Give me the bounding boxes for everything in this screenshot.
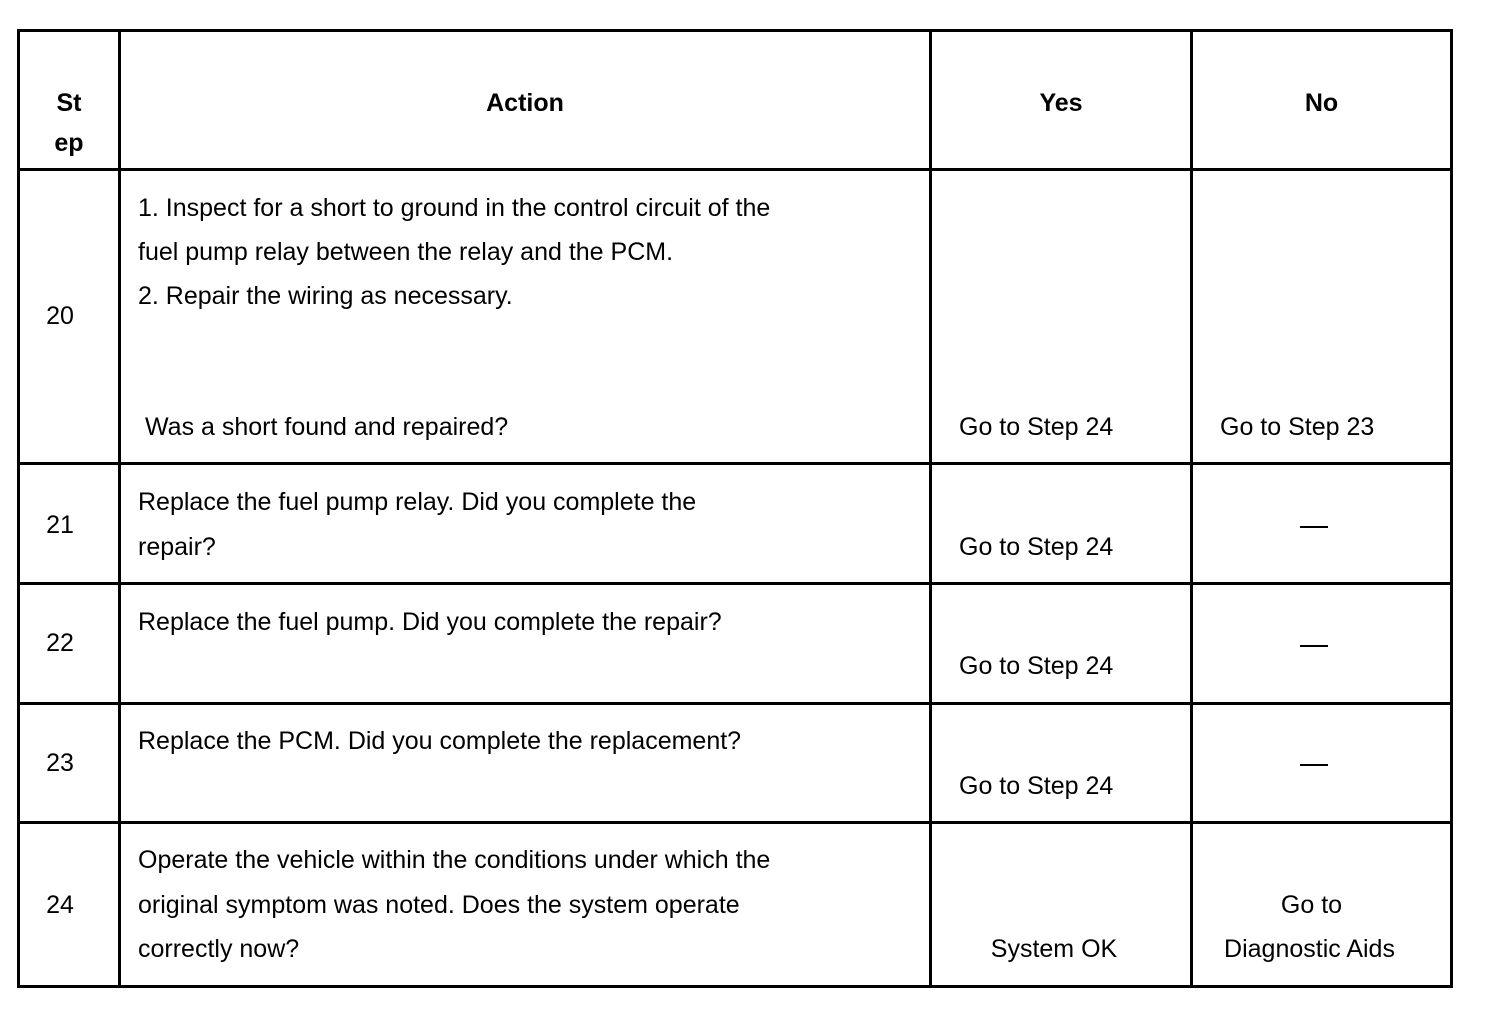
step-number: 24: [46, 891, 74, 919]
yes-result: System OK: [990, 935, 1118, 963]
header-step-line2: ep: [54, 129, 84, 157]
no-result-line: Go to: [1280, 891, 1343, 919]
yes-result: Go to Step 24: [959, 652, 1114, 680]
action-line: original symptom was noted. Does the system operate: [138, 891, 740, 919]
row-divider: [17, 702, 1453, 705]
no-result-dash: [1300, 764, 1328, 766]
action-line: Replace the fuel pump. Did you complete the repair?: [138, 608, 722, 636]
yes-result: Go to Step 24: [959, 772, 1114, 800]
column-divider: [929, 29, 932, 988]
action-line: Operate the vehicle within the conditions under which the: [138, 846, 771, 874]
row-divider: [17, 168, 1453, 171]
action-line: correctly now?: [138, 935, 300, 963]
action-line: fuel pump relay between the relay and the PCM.: [138, 238, 674, 266]
step-number: 20: [46, 302, 74, 330]
no-result-dash: [1300, 645, 1328, 647]
action-line: 1. Inspect for a short to ground in the control circuit of the: [138, 194, 771, 222]
header-action: Action: [486, 89, 564, 117]
step-number: 23: [46, 749, 74, 777]
no-result: Go to Step 23: [1220, 413, 1375, 441]
yes-result: Go to Step 24: [959, 533, 1114, 561]
yes-result: Go to Step 24: [959, 413, 1114, 441]
step-number: 21: [46, 511, 74, 539]
table-border-top: [17, 29, 1453, 32]
action-line: repair?: [138, 533, 216, 561]
header-yes: Yes: [1039, 89, 1083, 117]
action-line: Replace the fuel pump relay. Did you complete the: [138, 488, 697, 516]
table-border-bottom: [17, 985, 1453, 988]
no-result-dash: [1300, 526, 1328, 528]
action-question: Was a short found and repaired?: [145, 413, 509, 441]
action-line: Replace the PCM. Did you complete the replacement?: [138, 727, 742, 755]
action-line: 2. Repair the wiring as necessary.: [138, 282, 513, 310]
step-number: 22: [46, 629, 74, 657]
header-step-line1: St: [56, 89, 82, 117]
row-divider: [17, 821, 1453, 824]
table-border-right: [1450, 29, 1453, 988]
column-divider: [118, 29, 121, 988]
row-divider: [17, 462, 1453, 465]
row-divider: [17, 582, 1453, 585]
header-no: No: [1304, 89, 1339, 117]
column-divider: [1190, 29, 1193, 988]
no-result-line: Diagnostic Aids: [1224, 935, 1395, 963]
